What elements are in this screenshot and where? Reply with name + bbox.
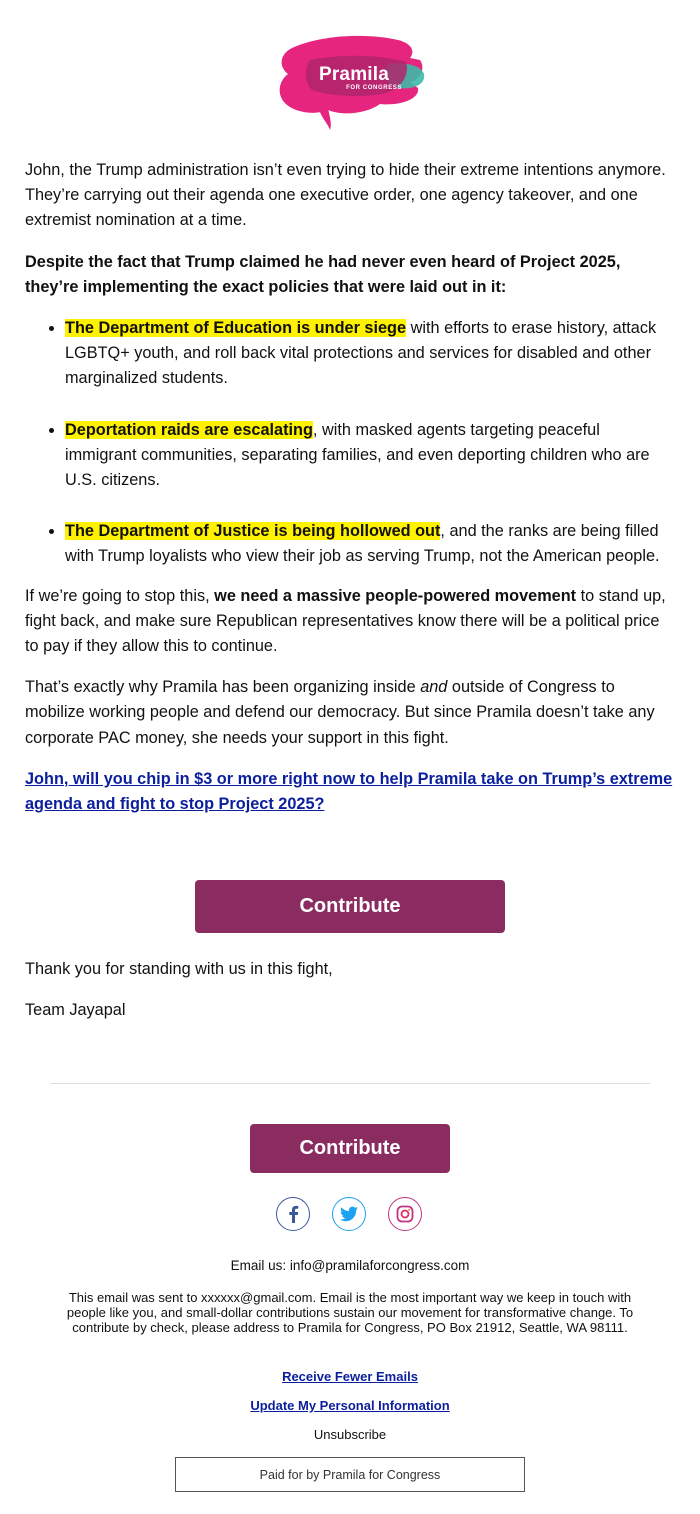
pramila-logo [270, 30, 430, 132]
movement-paragraph [25, 584, 677, 660]
donation-ask-link[interactable]: John, will you chip in $3 or more right now to help Pramila take on Trump’s extreme agenda and fight to stop Project 2025? [25, 769, 673, 814]
fewer-emails-link-wrap [50, 1369, 650, 1384]
list-item [65, 418, 677, 494]
logo-subtitle: FOR CONGRESS [346, 85, 402, 91]
organizing-text-before: That’s exactly why Pramila has been organizing inside [25, 678, 421, 697]
paid-for-disclaimer: Paid for by Pramila for Congress [175, 1457, 525, 1492]
social-links [275, 1197, 427, 1233]
list-item-text: , with masked agents targeting peaceful immigrant communities, separating families, and even deporting children who are U.S. citizens. [65, 420, 650, 490]
logo-name: Pramila [318, 64, 390, 85]
receive-fewer-emails-link[interactable]: Receive Fewer Emails [282, 1369, 418, 1384]
contact-email: Email us: info@pramilaforcongress.com [230, 1258, 470, 1273]
bold-statement: Despite the fact that Trump claimed he had never even heard of Project 2025, they’re implementing the exact policies that were laid out in it: [25, 252, 621, 296]
organizing-text-after: outside of Congress to mobilize working people and defend our democracy. But since Pramila doesn’t take any corporate PAC money, she needs your support in this fight. [25, 678, 655, 747]
list-item [65, 519, 677, 569]
highlighted-text: Deportation raids are escalating [65, 420, 313, 439]
footer-divider [50, 1083, 650, 1084]
list-item [65, 316, 677, 392]
intro-paragraph: John, the Trump administration isn’t even trying to hide their extreme intentions anymore. They’re carrying out their agenda one executive order, one agency takeover, and one extremist nomination at a time. [25, 161, 666, 230]
organizing-text-italic: and [420, 678, 448, 697]
unsubscribe-link[interactable]: Unsubscribe [313, 1427, 387, 1442]
policy-list [25, 316, 677, 570]
footer-disclaimer: This email was sent to xxxxxx@gmail.com. Email is the most important way we keep in touch with people like you, and small-dollar contributions sustain our movement for transformative change. To contribute by check, please address to Pramila for Congress, PO Box 21912, Seattle, WA 98111. [66, 1290, 634, 1335]
update-info-link-wrap [50, 1398, 650, 1413]
contribute-button[interactable]: Contribute [195, 880, 505, 933]
facebook-icon[interactable] [276, 1197, 310, 1231]
organizing-paragraph [25, 675, 677, 751]
thanks-text: Thank you for standing with us in this fight, [25, 960, 333, 978]
highlighted-text: The Department of Justice is being hollowed out [65, 522, 441, 541]
email-body [25, 158, 677, 833]
movement-text-before: If we’re going to stop this, [25, 586, 215, 605]
list-item-text: with efforts to erase history, attack LGBTQ+ youth, and roll back vital protections and services for disabled and other marginalized students. [65, 319, 657, 388]
footer-contribute-button[interactable]: Contribute [250, 1124, 450, 1173]
update-personal-info-link[interactable]: Update My Personal Information [250, 1398, 450, 1413]
list-item-text: , and the ranks are being filled with Trump loyalists who view their job as serving Trump, not the American people. [65, 522, 660, 566]
movement-text-bold: we need a massive people-powered movement [214, 586, 577, 605]
instagram-icon[interactable] [388, 1197, 422, 1231]
ask-paragraph [25, 767, 677, 817]
highlighted-text: The Department of Education is under siege [65, 319, 407, 338]
twitter-icon[interactable] [332, 1197, 366, 1231]
signoff [25, 957, 665, 1039]
team-signature: Team Jayapal [25, 1001, 126, 1019]
movement-text-after: to stand up, fight back, and make sure Republican representatives know there will be a political price to pay if they allow this to continue. [25, 586, 666, 656]
